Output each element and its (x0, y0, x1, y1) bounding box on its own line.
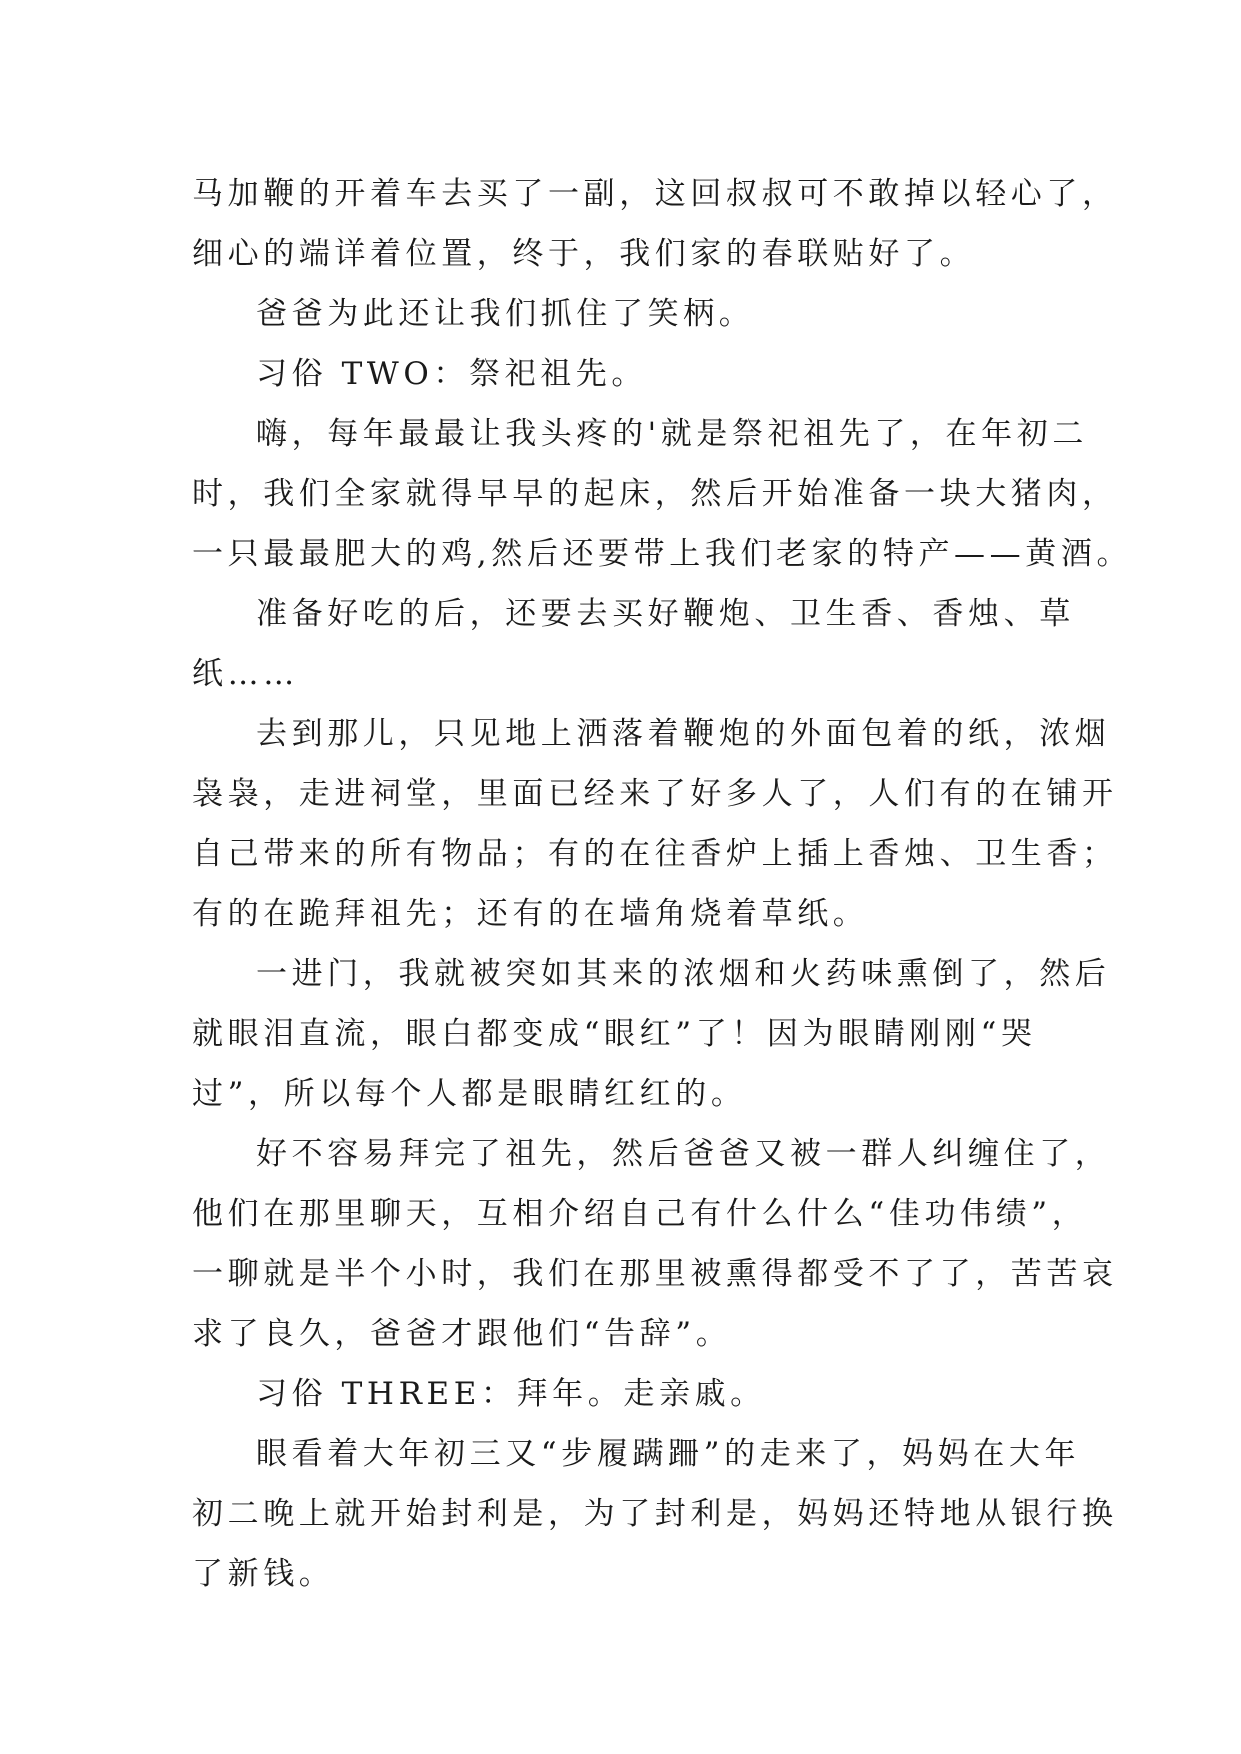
paragraph-start-line: 眼看着大年初三又“步履蹒跚”的走来了，妈妈在大年 (256, 1436, 1081, 1472)
text-line: 过”，所以每个人都是眼睛红红的。 (192, 1076, 747, 1112)
text-line: 马加鞭的开着车去买了一副，这回叔叔可不敢掉以轻心了， (192, 176, 1118, 212)
text-line: 袅袅，走进祠堂，里面已经来了好多人了，人们有的在铺开 (192, 776, 1118, 812)
paragraph-start-line: 嗨，每年最最让我头疼的'就是祭祀祖先了，在年初二 (256, 416, 1088, 452)
section-heading: 习俗 THREE：拜年。走亲戚。 (256, 1376, 766, 1412)
document-body (192, 164, 1133, 1604)
text-line: 初二晚上就开始封利是，为了封利是，妈妈还特地从银行换 (192, 1496, 1118, 1532)
text-line: 他们在那里聊天，互相介绍自己有什么什么“佳功伟绩”， (192, 1196, 1088, 1232)
paragraph-start-line: 一进门，我就被突如其来的浓烟和火药味熏倒了，然后 (256, 956, 1111, 992)
paragraph-start-line: 去到那儿，只见地上洒落着鞭炮的外面包着的纸，浓烟 (256, 716, 1111, 752)
text-line: 时，我们全家就得早早的起床，然后开始准备一块大猪肉， (192, 476, 1118, 512)
text-line: 了新钱。 (192, 1556, 335, 1592)
paragraph-start-line: 爸爸为此还让我们抓住了笑柄。 (256, 296, 755, 332)
text-line: 细心的端详着位置，终于，我们家的春联贴好了。 (192, 236, 976, 272)
text-line: 纸…… (192, 656, 299, 692)
text-line: 一只最最肥大的鸡,然后还要带上我们老家的特产——黄酒。 (192, 536, 1133, 572)
section-heading: 习俗 TWO：祭祀祖先。 (256, 356, 648, 392)
paragraph-start-line: 准备好吃的后，还要去买好鞭炮、卫生香、香烛、草 (256, 596, 1075, 632)
text-line: 一聊就是半个小时，我们在那里被熏得都受不了了，苦苦哀 (192, 1256, 1118, 1292)
text-line: 求了良久，爸爸才跟他们“告辞”。 (192, 1316, 732, 1352)
text-line: 就眼泪直流，眼白都变成“眼红”了！因为眼睛刚刚“哭 (192, 1016, 1037, 1052)
text-line: 自己带来的所有物品；有的在往香炉上插上香烛、卫生香； (192, 836, 1118, 872)
paragraph-start-line: 好不容易拜完了祖先，然后爸爸又被一群人纠缠住了， (256, 1136, 1111, 1172)
text-line: 有的在跪拜祖先；还有的在墙角烧着草纸。 (192, 896, 869, 932)
